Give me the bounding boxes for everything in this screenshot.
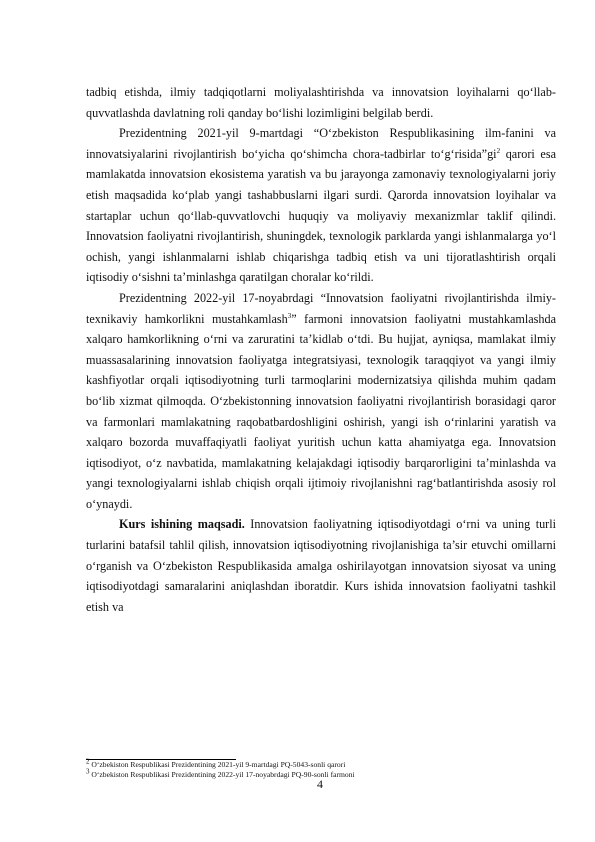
- footnote-text: O‘zbekiston Respublikasi Prezidentining 2022-yil 17-noyabrdagi PQ-90-sonli farmoni: [89, 770, 355, 779]
- footnote-ref: 3: [287, 311, 292, 320]
- footnote-number: 3: [86, 767, 90, 776]
- paragraph-intro: tadbiq etishda, ilmiy tadqiqotlarni moliyalashtirishda va innovatsion loyihalarni qo‘llab-quvvatlashda davlatning roli qanday bo‘lishi lozimligini belgilab berdi.: [86, 85, 556, 120]
- paragraph-text: Prezidentning 2022-yil 17-noyabrdagi “Innovatsion faoliyatni rivojlantirishda ilmiy-texnikaviy hamkorlikni mustahkamlash: [86, 290, 556, 326]
- page-number: 4: [317, 777, 323, 791]
- paragraph-text: Prezidentning 2021-yil 9-martdagi “O‘zbekiston Respublikasining ilm-fanini va innovatsiyalarini rivojlantirish bo‘yicha qo‘shimcha chora-tadbirlar to‘g‘risida”gi: [86, 126, 556, 161]
- footnote-ref: 2: [496, 146, 501, 155]
- paragraph-purpose: [86, 514, 556, 617]
- footnote: [86, 757, 556, 770]
- paragraph-text: Innovatsion faoliyatning iqtisodiyotdagi o‘rni va uning turli turlarini batafsil tahlil qilish, innovatsion iqtisodiyotning rivojlanishiga ta’sir etuvchi omillarni o‘rganish va O‘zbekiston Respublikasida amalga oshirilayotgan innovatsion siyosat va uning iqtisodiyotdagi samaralarini aniqlashdan iboratdir. Kurs ishida innovatsion faoliyatni tashkil etish va: [86, 517, 556, 614]
- footnote-text: O‘zbekiston Respublikasi Prezidentining 2021-yil 9-martdagi PQ-5043-sonli qarori: [89, 760, 346, 769]
- paragraph-text: ” farmoni innovatsion faoliyatni mustahkamlashda xalqaro hamkorlikning o‘rni va zaruratini ta’kidlab o‘tdi. Bu hujjat, ayniqsa, mamlakat ilmiy muassasalarining innovatsion faoliyatga integratsiyasi, texnologik taraqqiyot va yangi ilmiy kashfiyotlar orqali iqtisodiyotning turli tarmoqlarini modernizatsiya qilishda muhim qadam bo‘lib xizmat qilmoqda. O‘zbekistonning innovatsion faoliyatni rivojlantirish borasidagi qaror va farmonlari mamlakatning raqobatbardoshligini oshirish, yangi ish o‘rinlarini yaratish va xalqaro bozorda muvaffaqiyatli faoliyat yuritish uchun katta ahamiyatga ega. Innovatsion iqtisodiyot, o‘z navbatida, mamlakatning kelajakdagi iqtisodiy barqarorligini ta’minlashda va yangi texnologiyalarni ishlab chiqish orqali ijtimoiy rivojlanishni rag‘batlantirishda asosiy rol o‘ynaydi.: [86, 311, 556, 511]
- paragraph-decree-2021: [86, 123, 556, 288]
- paragraph-text: qarori esa mamlakatda innovatsion ekosistema yaratish va bu jarayonga zamonaviy texnologiyalarni joriy etish maqsadida ko‘plab yangi tashabbuslarni ilgari surdi. Qarorda innovatsion loyihalar va startaplar uchun qo‘llab-quvvatlovchi huquqiy va moliyaviy mexanizmlar taklif qilindi. Innovatsion faoliyatni rivojlantirish, shuningdek, texnologik parklarda yangi ishlanmalarga yo‘l ochish, yangi ishlanmalarni ishlab chiqarishga tadbiq etish va uni tijoratlashtirish orqali iqtisodiy o‘sishni ta’minlashga qaratilgan choralar ko‘rildi.: [86, 146, 556, 285]
- footnote-number: 2: [86, 757, 90, 766]
- paragraph-decree-2022: [86, 288, 556, 515]
- document-body: [86, 82, 556, 617]
- purpose-heading: Kurs ishining maqsadi.: [119, 517, 245, 532]
